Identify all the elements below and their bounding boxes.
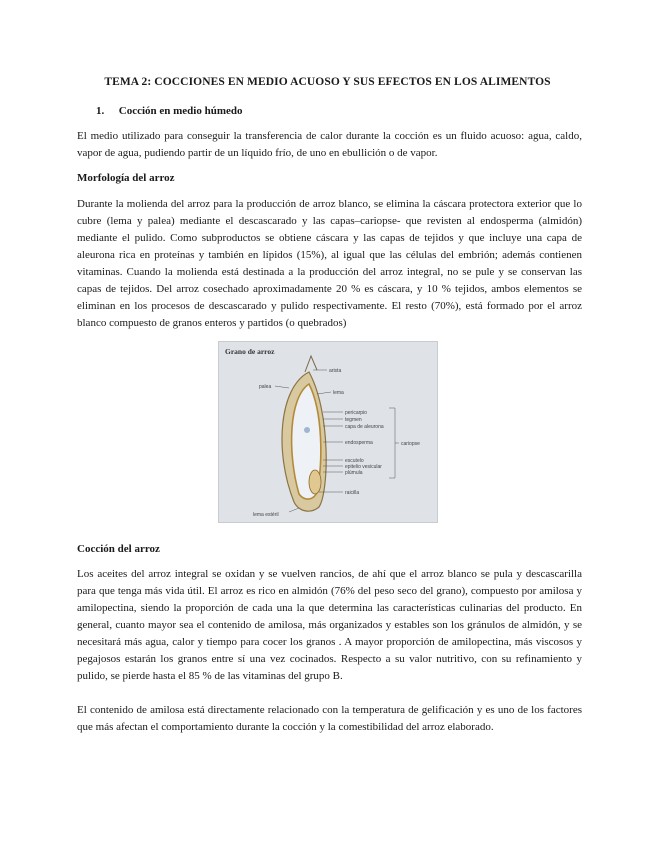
- label-endosperma: endosperma: [345, 440, 373, 446]
- label-epitelio: epitelio vesicular: [345, 464, 382, 470]
- subheading-morfologia: Morfología del arroz: [77, 172, 175, 184]
- label-aleurona: capa de aleurona: [345, 424, 384, 430]
- coccion-paragraph-1: Los aceites del arroz integral se oxidan y se vuelven rancios, de ahí que el arroz blanco se pula y descascarilla para que tenga más vida útil. El arroz es rico en almidón (76% del peso seco del grano), compuesto por amilosa y amilopectina, siendo la proporción de cada una la que determina las características culinarias del producto. En general, cuanto mayor sea el contenido de amilosa, más organizados y estables son los gránulos de almidón, y se necesitará más agua, calor y tiempo para cocer los granos . A mayor proporción de amilopectina, más viscosos y pegajosos estarán los granos entre sí una vez cocinados. Respecto a su valor nutritivo, con su refinamiento y pulido, se pierde hasta el 85 % de las vitaminas del grupo B.: [77, 568, 582, 682]
- figure-title: Grano de arroz: [225, 347, 275, 356]
- subheading-coccion: Cocción del arroz: [77, 543, 160, 555]
- section-heading-text: Cocción en medio húmedo: [118, 105, 243, 117]
- coccion-paragraph-2: El contenido de amilosa está directamente relacionado con la temperatura de gelificación y es uno de los factores que más afectan el comportamiento durante la cocción y la comestibilidad del arroz elaborado.: [77, 704, 582, 733]
- label-pericarpio: pericarpio: [345, 410, 367, 416]
- label-plumula: plúmula: [345, 470, 363, 476]
- page-title: TEMA 2: COCCIONES EN MEDIO ACUOSO Y SUS EFECTOS EN LOS ALIMENTOS: [104, 76, 551, 88]
- label-lema-esteril: lema estéril: [253, 512, 279, 518]
- label-tegmen: tegmen: [345, 417, 362, 423]
- section-number: 1.: [96, 105, 105, 117]
- intro-paragraph: El medio utilizado para conseguir la transferencia de calor durante la cocción es un fluido acuoso: agua, caldo, vapor de agua, pudiendo partir de un líquido frío, de uno en ebullición o de vapor.: [77, 130, 582, 159]
- label-cariopse: cariopse: [401, 441, 420, 447]
- section-heading: [96, 105, 243, 117]
- rice-grain-figure: [218, 341, 438, 523]
- label-raicilla: raicilla: [345, 490, 360, 496]
- label-palea: palea: [259, 384, 272, 390]
- embryo-shape: [309, 470, 321, 494]
- arista-shape: [305, 356, 317, 372]
- morfologia-paragraph: Durante la molienda del arroz para la producción de arroz blanco, se elimina la cáscara protectora exterior que lo cubre (lema y palea) mediante el descascarado y las capas–cariopse- que revisten al endosperma (almidón) mediante el pulido. Como subproductos se obtiene cáscara y las capas de tejidos y que incluye una capa de aleurona rica en proteínas y también en lípidos (15%), al igual que las células del embrión; además contienen vitaminas. Cuando la molienda está destinada a la producción del arroz integral, no se pule y se conservan las capas de tejidos. Del arroz cosechado aproximadamente 20 % es cáscara, y 10 % tejidos, ambos elementos se eliminan en los procesos de descascarado y pulido respectivamente. El resto (70%), está formado por el arroz blanco compuesto de granos enteros y partidos (o quebrados): [77, 198, 582, 329]
- label-escutelo: escutelo: [345, 458, 364, 464]
- starch-dot: [304, 427, 310, 433]
- label-lema: lema: [333, 390, 344, 396]
- rice-grain-diagram: [219, 342, 437, 522]
- label-arista: arista: [329, 368, 342, 374]
